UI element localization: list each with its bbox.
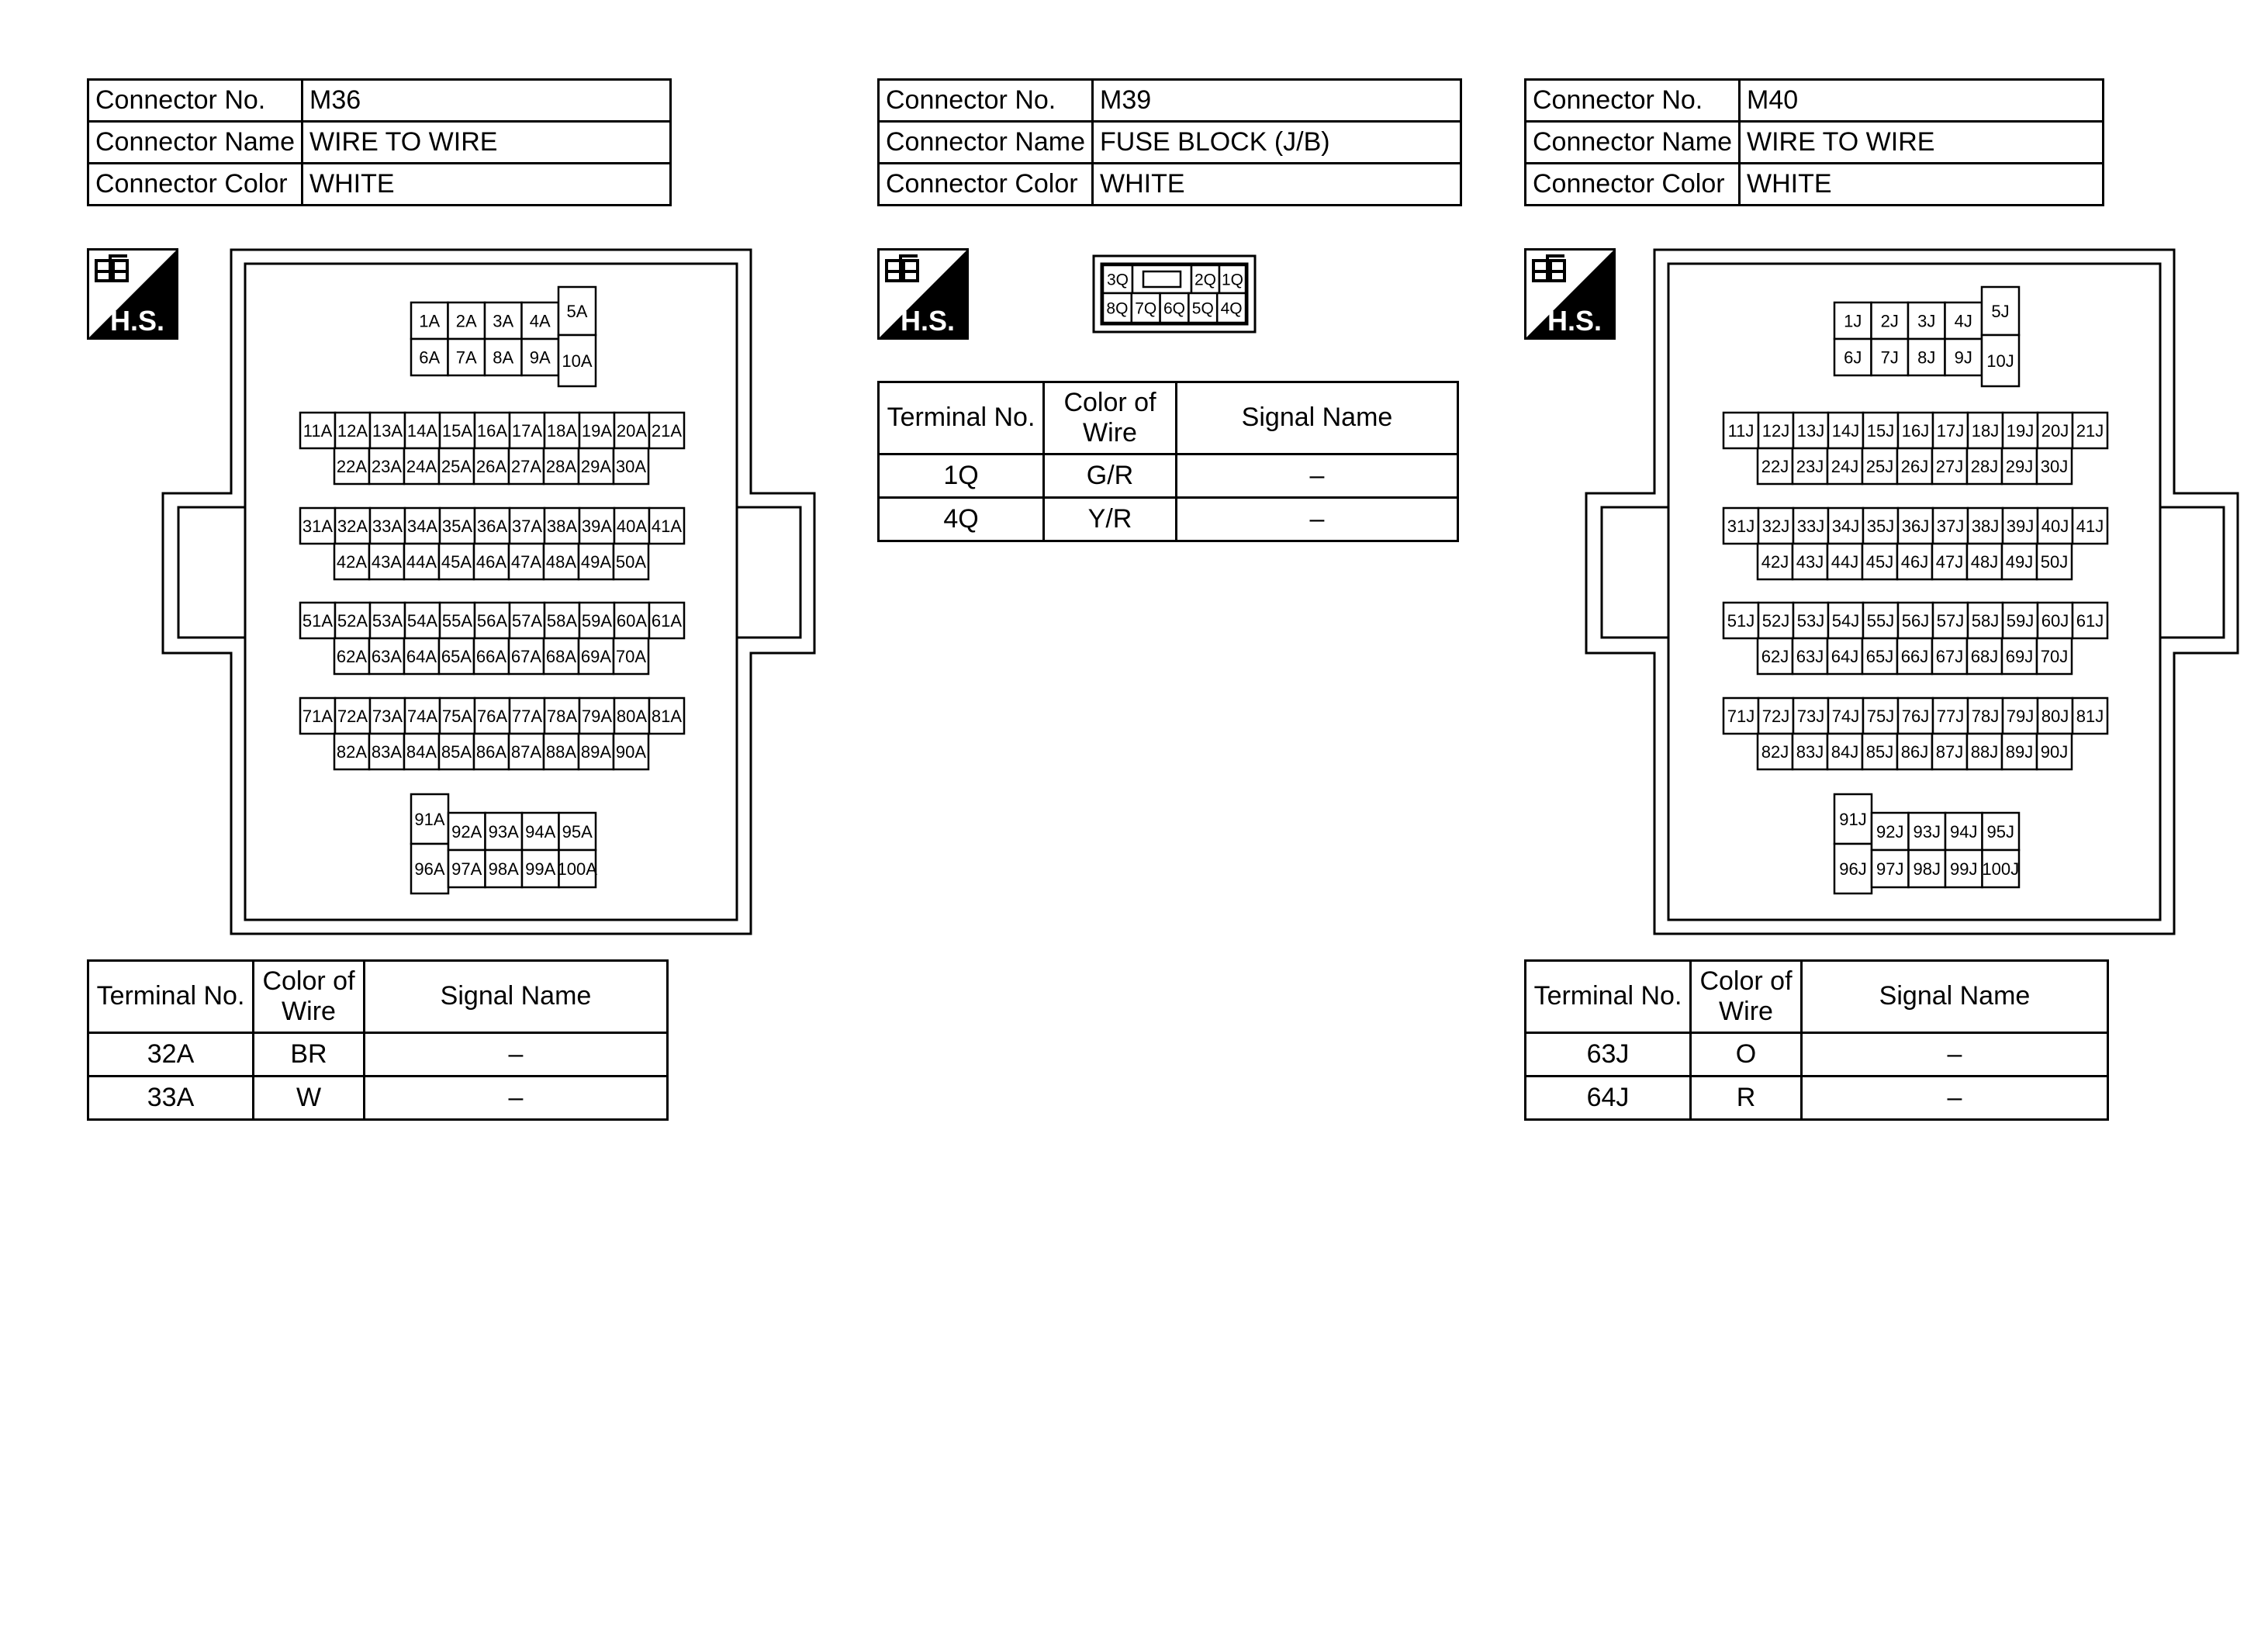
pin-label: 68J: [1970, 646, 1999, 666]
pin-label: 34A: [406, 516, 438, 536]
pin-label: 57A: [511, 610, 543, 631]
pin-label: 23J: [1796, 456, 1824, 476]
pin-label: 7Q: [1135, 299, 1157, 318]
pin-label: 70J: [2040, 646, 2069, 666]
hs-badge-label: H.S.: [1547, 305, 1602, 337]
pin-label: 25A: [441, 456, 472, 476]
pin-label: 93J: [1913, 821, 1941, 842]
pin-label: 56J: [1901, 610, 1930, 631]
pin-label: 71A: [302, 706, 334, 726]
pin-label: 43J: [1796, 551, 1824, 572]
connector-name-value: WIRE TO WIRE: [1740, 122, 2104, 164]
terminal-no-header: Terminal No.: [879, 382, 1044, 454]
pin-label: 45J: [1865, 551, 1894, 572]
pin-label: 60J: [2041, 610, 2069, 631]
pin-label: 96J: [1839, 859, 1867, 879]
pin-label: 58A: [546, 610, 578, 631]
pin-label: 39A: [581, 516, 613, 536]
connector-name-value: FUSE BLOCK (J/B): [1093, 122, 1461, 164]
pin-label: 4A: [529, 311, 551, 331]
pin-label: 98J: [1913, 859, 1941, 879]
pin-label: 36A: [476, 516, 508, 536]
pin-label: 95J: [1986, 821, 2014, 842]
pin-label: 23A: [371, 456, 403, 476]
pin-label: 12A: [337, 420, 368, 441]
pin-label: 27J: [1935, 456, 1964, 476]
pin-label: 42A: [336, 551, 368, 572]
pin-label: 7A: [455, 347, 477, 368]
pin-label: 91A: [414, 809, 445, 829]
table-row: [88, 1077, 668, 1120]
pin-label: 43A: [371, 551, 403, 572]
wire-color-cell: G/R: [1044, 454, 1177, 498]
pin-label: 37J: [1936, 516, 1965, 536]
pin-label: 10A: [562, 351, 593, 371]
terminal-no-cell: 4Q: [879, 498, 1044, 541]
wire-color-header: Color of Wire: [1044, 382, 1177, 454]
pin-label: 4J: [1954, 311, 1972, 331]
pin-label: 31A: [302, 516, 334, 536]
pin-label: 75J: [1866, 706, 1895, 726]
pin-label: 21J: [2076, 420, 2104, 441]
pin-label: 67J: [1935, 646, 1964, 666]
pin-label: 47J: [1935, 551, 1964, 572]
pin-label: 70A: [615, 646, 647, 666]
connector-color-label: Connector Color: [879, 164, 1093, 206]
connector-color-value: WHITE: [303, 164, 671, 206]
pin-label: 1A: [419, 311, 441, 331]
connector-latch-right-m40: [2160, 507, 2224, 638]
pin-label: 65A: [441, 646, 472, 666]
pin-label: 80J: [2041, 706, 2069, 726]
signal-name-header: Signal Name: [1802, 961, 2108, 1033]
connector-name-value: WIRE TO WIRE: [303, 122, 671, 164]
pin-label: 81J: [2076, 706, 2104, 726]
pin-label: 22A: [336, 456, 368, 476]
pin-label: 17A: [511, 420, 543, 441]
pin-label: 65J: [1865, 646, 1894, 666]
pin-label: 68A: [545, 646, 577, 666]
pin-label: 79A: [581, 706, 613, 726]
pin-label: 42J: [1761, 551, 1789, 572]
pin-label: 66A: [475, 646, 507, 666]
connector-color-value: WHITE: [1093, 164, 1461, 206]
pin-label: 67A: [510, 646, 542, 666]
terminal-no-cell: 63J: [1526, 1033, 1691, 1077]
signal-name-cell: –: [1177, 454, 1458, 498]
wire-color-cell: O: [1691, 1033, 1802, 1077]
pin-label: 85A: [441, 741, 472, 762]
pin-label: 37A: [511, 516, 543, 536]
connector-color-label: Connector Color: [88, 164, 303, 206]
signal-name-cell: –: [1802, 1033, 2108, 1077]
pin-label: 61A: [651, 610, 683, 631]
connector-name-label: Connector Name: [88, 122, 303, 164]
pin-label: 19A: [581, 420, 613, 441]
pin-label: 12J: [1761, 420, 1790, 441]
pin-label: 99A: [525, 859, 556, 879]
pin-label: 24J: [1831, 456, 1859, 476]
pin-label: 91J: [1839, 809, 1867, 829]
pin-label: 49J: [2005, 551, 2034, 572]
pin-label: 6A: [419, 347, 441, 368]
pin-label: 35A: [441, 516, 473, 536]
pin-label: 86J: [1900, 741, 1929, 762]
pin-label: 76J: [1901, 706, 1930, 726]
pin-label: 45A: [441, 551, 472, 572]
pin-label: 46J: [1900, 551, 1929, 572]
pin-label: 20J: [2041, 420, 2069, 441]
pin-label: 100J: [1982, 859, 2020, 879]
pin-label: 95A: [562, 821, 593, 842]
terminal-no-header: Terminal No.: [1526, 961, 1691, 1033]
wire-color-cell: R: [1691, 1077, 1802, 1120]
pin-label: 21A: [651, 420, 683, 441]
pin-label: 6Q: [1163, 299, 1186, 318]
pin-label: 48J: [1970, 551, 1999, 572]
pin-label: 57J: [1936, 610, 1965, 631]
pin-label: 59A: [581, 610, 613, 631]
pin-label: 13A: [372, 420, 403, 441]
pin-label: 77J: [1936, 706, 1965, 726]
hs-badge-label: H.S.: [900, 305, 955, 337]
table-row: [88, 1033, 668, 1077]
pin-label: 86A: [475, 741, 507, 762]
pin-label: 14J: [1831, 420, 1860, 441]
pin-label: 82J: [1761, 741, 1789, 762]
terminal-no-cell: 33A: [88, 1077, 254, 1120]
connector-latch-left-m40: [1602, 507, 1668, 638]
pin-label: 51J: [1727, 610, 1755, 631]
wire-color-header: Color of Wire: [1691, 961, 1802, 1033]
pin-label: 41A: [651, 516, 683, 536]
connector-color-value: WHITE: [1740, 164, 2104, 206]
pin-label: 22J: [1761, 456, 1789, 476]
table-row: [879, 498, 1458, 541]
connector-latch-left-m36: [178, 507, 245, 638]
pin-label: 46A: [475, 551, 507, 572]
pin-label: 58J: [1971, 610, 2000, 631]
pin-label: 32A: [337, 516, 368, 536]
pin-label: 19J: [2006, 420, 2035, 441]
connector-no-label: Connector No.: [88, 80, 303, 122]
pin-label: 36J: [1901, 516, 1930, 536]
signal-name-header: Signal Name: [1177, 382, 1458, 454]
pin-label: 92J: [1876, 821, 1904, 842]
pin-label: 89A: [580, 741, 612, 762]
pin-label: 99J: [1950, 859, 1978, 879]
pin-label: 92A: [451, 821, 482, 842]
pin-label: 32J: [1761, 516, 1790, 536]
pin-label: 82A: [336, 741, 368, 762]
pin-label: 55J: [1866, 610, 1895, 631]
pin-label: 84A: [406, 741, 437, 762]
connector-no-label: Connector No.: [879, 80, 1093, 122]
pin-label: 2A: [455, 311, 477, 331]
pin-label: 89J: [2005, 741, 2034, 762]
pin-label: 88A: [545, 741, 577, 762]
pin-label: 26A: [475, 456, 507, 476]
hs-badge-label: H.S.: [109, 305, 164, 337]
pin-label: 9A: [529, 347, 551, 368]
table-row: [879, 454, 1458, 498]
pin-label: 62A: [336, 646, 368, 666]
connector-key-slot: [1143, 271, 1181, 287]
pin-label: 40J: [2041, 516, 2069, 536]
pin-label: 14A: [406, 420, 438, 441]
signal-name-header: Signal Name: [365, 961, 668, 1033]
pin-label: 16A: [476, 420, 508, 441]
pin-label: 5J: [1991, 301, 2010, 321]
pin-label: 40A: [616, 516, 648, 536]
pin-label: 59J: [2006, 610, 2035, 631]
pin-label: 74A: [406, 706, 438, 726]
pin-label: 78A: [546, 706, 578, 726]
pin-label: 87J: [1935, 741, 1964, 762]
connector-no-label: Connector No.: [1526, 80, 1740, 122]
terminal-no-cell: 32A: [88, 1033, 254, 1077]
pin-label: 73J: [1796, 706, 1825, 726]
pin-label: 18J: [1971, 420, 2000, 441]
pin-label: 50J: [2040, 551, 2069, 572]
wire-color-header: Color of Wire: [254, 961, 365, 1033]
pin-label: 33J: [1796, 516, 1825, 536]
connector-no-value: M39: [1093, 80, 1461, 122]
pin-label: 52J: [1761, 610, 1790, 631]
pin-label: 60A: [616, 610, 648, 631]
pin-label: 34J: [1831, 516, 1860, 536]
pin-label: 66J: [1900, 646, 1929, 666]
pin-label: 1Q: [1221, 271, 1244, 289]
pin-label: 88J: [1970, 741, 1999, 762]
terminal-no-cell: 1Q: [879, 454, 1044, 498]
pin-label: 61J: [2076, 610, 2104, 631]
signal-name-cell: –: [365, 1033, 668, 1077]
pin-label: 78J: [1971, 706, 2000, 726]
pin-label: 39J: [2006, 516, 2035, 536]
pin-label: 90A: [615, 741, 647, 762]
pin-label: 38A: [546, 516, 578, 536]
pin-label: 8Q: [1106, 299, 1129, 318]
pin-label: 98A: [488, 859, 519, 879]
pin-label: 26J: [1900, 456, 1929, 476]
pin-label: 15A: [441, 420, 473, 441]
terminal-table-m40: [1524, 959, 2109, 1121]
pin-label: 63A: [371, 646, 403, 666]
pin-label: 33A: [372, 516, 403, 536]
pin-label: 29J: [2005, 456, 2034, 476]
pin-label: 20A: [616, 420, 648, 441]
pin-label: 47A: [510, 551, 542, 572]
terminal-no-header: Terminal No.: [88, 961, 254, 1033]
pin-label: 76A: [476, 706, 508, 726]
pin-label: 35J: [1866, 516, 1895, 536]
terminal-table-m36: [87, 959, 669, 1121]
connector-no-value: M40: [1740, 80, 2104, 122]
pin-label: 83A: [371, 741, 403, 762]
pin-label: 6J: [1844, 347, 1862, 368]
pin-label: 9J: [1954, 347, 1972, 368]
pin-label: 31J: [1727, 516, 1755, 536]
pin-label: 69A: [580, 646, 612, 666]
pin-label: 55A: [441, 610, 473, 631]
pin-label: 2Q: [1194, 271, 1217, 289]
pin-label: 90J: [2040, 741, 2069, 762]
pin-label: 77A: [511, 706, 543, 726]
pin-label: 30J: [2040, 456, 2069, 476]
pin-label: 71J: [1727, 706, 1755, 726]
pin-label: 5A: [566, 301, 588, 321]
connector-color-label: Connector Color: [1526, 164, 1740, 206]
pin-label: 49A: [580, 551, 612, 572]
pin-label: 81A: [651, 706, 683, 726]
pin-label: 79J: [2006, 706, 2035, 726]
pin-label: 72A: [337, 706, 368, 726]
pin-label: 56A: [476, 610, 508, 631]
pin-label: 5Q: [1191, 299, 1214, 318]
pin-label: 7J: [1880, 347, 1899, 368]
pin-label: 1J: [1844, 311, 1862, 331]
connector-latch-right-m36: [737, 507, 800, 638]
connector-no-value: M36: [303, 80, 671, 122]
pin-label: 15J: [1866, 420, 1895, 441]
pin-label: 74J: [1831, 706, 1860, 726]
signal-name-cell: –: [365, 1077, 668, 1120]
pin-label: 41J: [2076, 516, 2104, 536]
connector-name-label: Connector Name: [1526, 122, 1740, 164]
pin-label: 3J: [1917, 311, 1936, 331]
pin-label: 93A: [488, 821, 519, 842]
signal-name-cell: –: [1802, 1077, 2108, 1120]
pin-label: 73A: [372, 706, 403, 726]
pin-label: 24A: [406, 456, 437, 476]
pin-label: 64A: [406, 646, 437, 666]
pin-label: 17J: [1936, 420, 1965, 441]
wire-color-cell: W: [254, 1077, 365, 1120]
pin-label: 52A: [337, 610, 368, 631]
pin-label: 96A: [414, 859, 445, 879]
pin-label: 11J: [1727, 420, 1755, 441]
pin-label: 30A: [615, 456, 647, 476]
pin-label: 80A: [616, 706, 648, 726]
pin-label: 97A: [451, 859, 482, 879]
pin-label: 53A: [372, 610, 403, 631]
pin-label: 85J: [1865, 741, 1894, 762]
pin-label: 64J: [1831, 646, 1859, 666]
pin-label: 62J: [1761, 646, 1789, 666]
pin-label: 38J: [1971, 516, 2000, 536]
pin-label: 8J: [1917, 347, 1936, 368]
connector-name-label: Connector Name: [879, 122, 1093, 164]
pin-label: 54A: [406, 610, 438, 631]
pin-label: 54J: [1831, 610, 1860, 631]
pin-label: 72J: [1761, 706, 1790, 726]
pin-label: 63J: [1796, 646, 1824, 666]
signal-name-cell: –: [1177, 498, 1458, 541]
pin-label: 100A: [557, 859, 597, 879]
wire-color-cell: BR: [254, 1033, 365, 1077]
pin-label: 3A: [493, 311, 514, 331]
pin-label: 4Q: [1220, 299, 1243, 318]
pin-label: 48A: [545, 551, 577, 572]
pin-label: 25J: [1865, 456, 1894, 476]
pin-label: 28A: [545, 456, 577, 476]
terminal-table-m39: [877, 381, 1459, 542]
pin-label: 11A: [303, 420, 333, 441]
pin-label: 10J: [1986, 351, 2014, 371]
pin-label: 94A: [525, 821, 556, 842]
pin-label: 94J: [1950, 821, 1978, 842]
pin-label: 44A: [406, 551, 437, 572]
pin-label: 16J: [1901, 420, 1930, 441]
pin-label: 97J: [1876, 859, 1904, 879]
pin-label: 69J: [2005, 646, 2034, 666]
pin-label: 44J: [1831, 551, 1859, 572]
table-row: [1526, 1033, 2108, 1077]
pin-label: 53J: [1796, 610, 1825, 631]
pin-label: 29A: [580, 456, 612, 476]
pin-label: 28J: [1970, 456, 1999, 476]
pin-label: 13J: [1796, 420, 1825, 441]
pin-label: 8A: [493, 347, 514, 368]
pin-label: 2J: [1880, 311, 1899, 331]
pin-label: 27A: [510, 456, 542, 476]
pin-label: 83J: [1796, 741, 1824, 762]
wire-color-cell: Y/R: [1044, 498, 1177, 541]
pin-label: 3Q: [1106, 271, 1129, 289]
pin-label: 50A: [615, 551, 647, 572]
table-row: [1526, 1077, 2108, 1120]
pin-label: 87A: [510, 741, 542, 762]
terminal-no-cell: 64J: [1526, 1077, 1691, 1120]
pin-label: 18A: [546, 420, 578, 441]
pin-label: 75A: [441, 706, 473, 726]
pin-label: 84J: [1831, 741, 1859, 762]
pin-label: 51A: [302, 610, 334, 631]
